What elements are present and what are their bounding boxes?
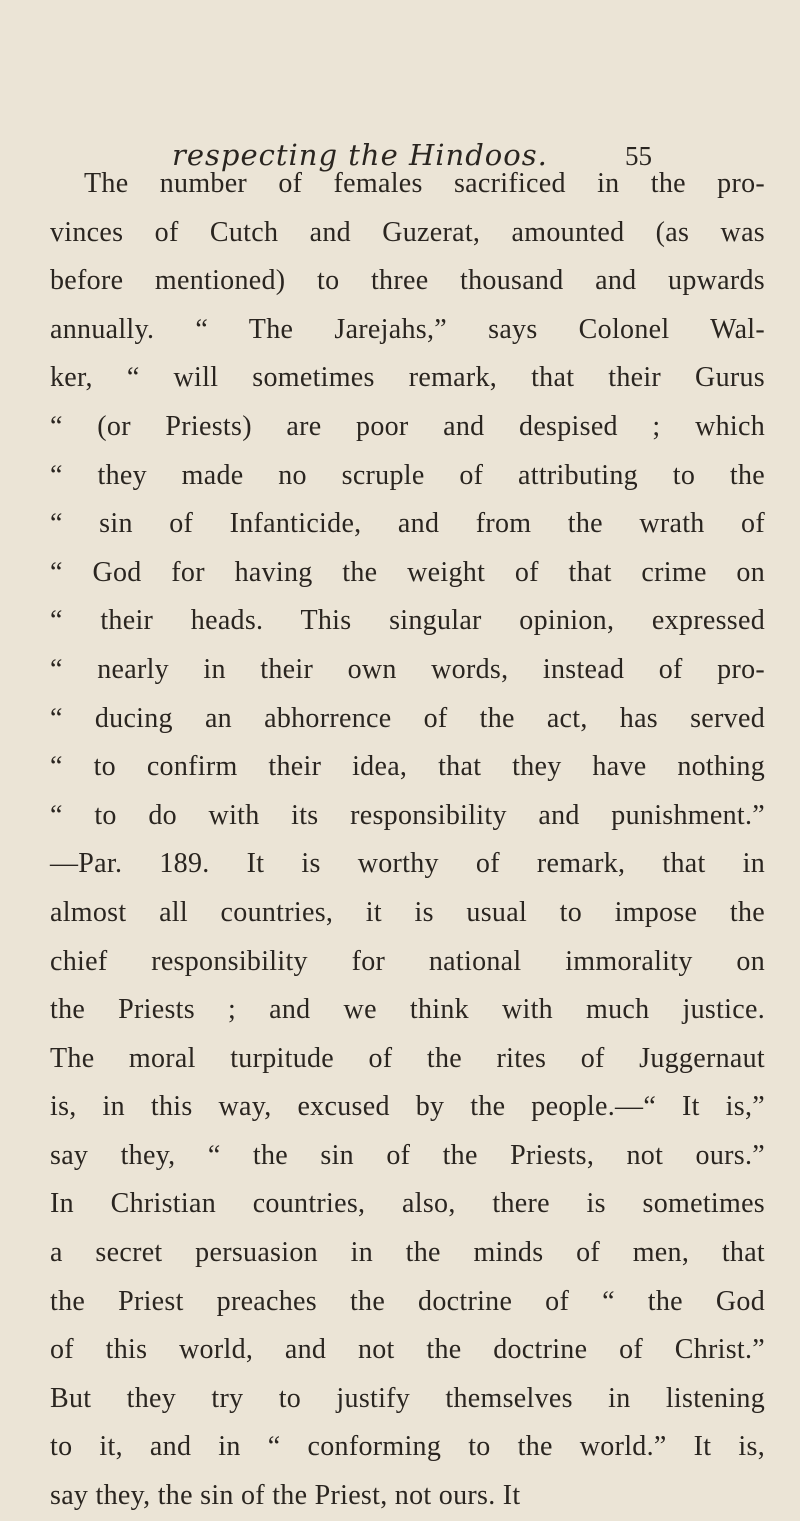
text-line: before mentioned) to three thousand and upwards xyxy=(50,265,765,297)
text-line: —Par. 189. It is worthy of remark, that in xyxy=(50,848,765,880)
text-line: the Priest preaches the doctrine of “ the God xyxy=(50,1285,765,1317)
text-line: “ to confirm their idea, that they have nothing xyxy=(50,751,765,783)
text-line: But they try to justify themselves in listening xyxy=(50,1382,765,1414)
text-line: “ (or Priests) are poor and despised ; which xyxy=(50,410,765,442)
text-line: to it, and in “ conforming to the world.” It is, xyxy=(50,1431,765,1463)
text-line: “ God for having the weight of that crime on xyxy=(50,556,765,588)
body-text xyxy=(50,160,765,1521)
text-line: a secret persuasion in the minds of men, that xyxy=(50,1237,765,1269)
text-line: The number of females sacrificed in the pro- xyxy=(84,168,765,199)
text-line: “ ducing an abhorrence of the act, has served xyxy=(50,702,765,734)
page-number: 55 xyxy=(625,141,652,171)
text-line: In Christian countries, also, there is sometimes xyxy=(50,1188,765,1220)
text-line: almost all countries, it is usual to impose the xyxy=(50,896,765,928)
text-line: is, in this way, excused by the people.—“ It is,” xyxy=(50,1091,765,1123)
text-line: vinces of Cutch and Guzerat, amounted (as was xyxy=(50,216,765,248)
text-line: annually. “ The Jarejahs,” says Colonel Wal- xyxy=(50,313,765,345)
text-line: “ their heads. This singular opinion, expressed xyxy=(50,605,765,637)
running-title: respecting the Hindoos. xyxy=(172,138,548,172)
text-line: chief responsibility for national immorality on xyxy=(50,945,765,977)
text-line: The moral turpitude of the rites of Juggernaut xyxy=(50,1042,765,1074)
text-line: “ they made no scruple of attributing to the xyxy=(50,459,765,491)
text-line: “ nearly in their own words, instead of pro- xyxy=(50,653,765,685)
text-line: “ sin of Infanticide, and from the wrath of xyxy=(50,508,765,540)
text-line: say they, the sin of the Priest, not ours. It xyxy=(50,1480,521,1512)
text-line: ker, “ will sometimes remark, that their Gurus xyxy=(50,362,765,394)
text-line: “ to do with its responsibility and punishment.” xyxy=(50,799,765,831)
text-line: the Priests ; and we think with much justice. xyxy=(50,994,765,1026)
text-line: of this world, and not the doctrine of Christ.” xyxy=(50,1334,765,1366)
text-line: say they, “ the sin of the Priests, not ours.” xyxy=(50,1139,765,1171)
